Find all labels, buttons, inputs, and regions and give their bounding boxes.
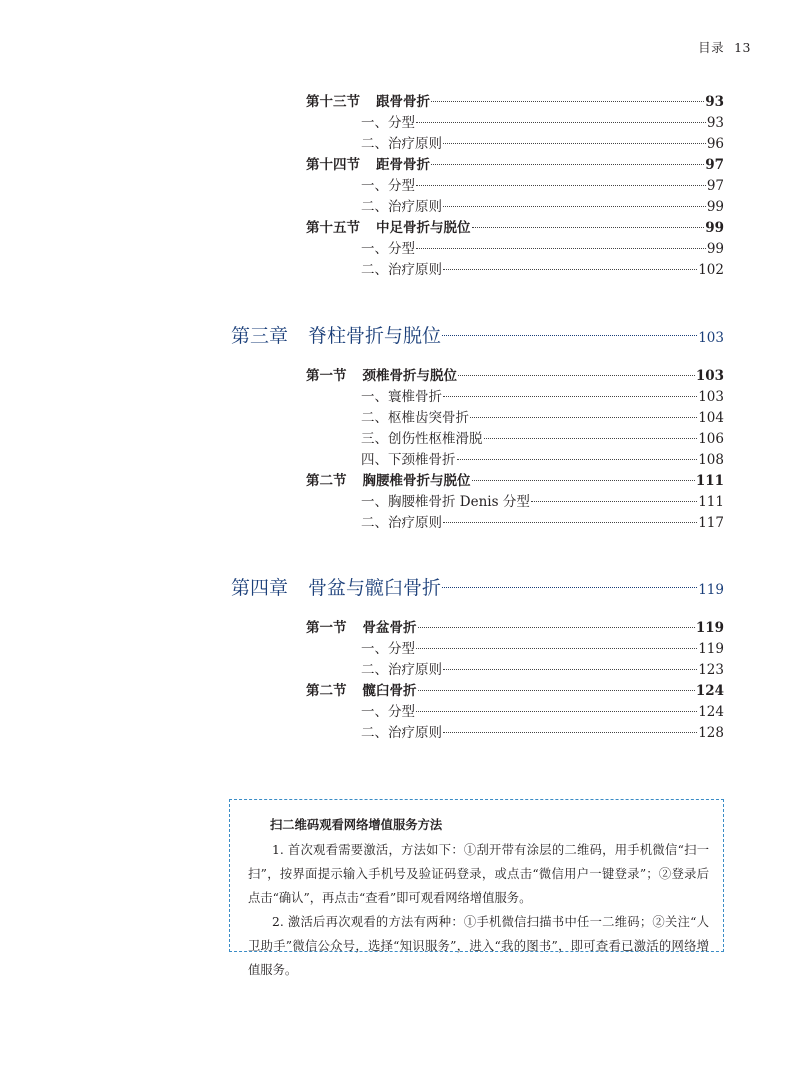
toc-item[interactable] <box>361 387 724 408</box>
header-page-number: 13 <box>734 40 751 55</box>
section-number: 第一节 <box>306 368 347 384</box>
dot-leader <box>443 669 697 670</box>
dot-leader <box>431 101 704 102</box>
dot-leader <box>418 690 695 691</box>
toc-section[interactable] <box>306 366 724 387</box>
toc-section[interactable] <box>306 218 724 239</box>
dot-leader <box>472 480 695 481</box>
section-number: 第十五节 <box>306 220 360 236</box>
toc-item[interactable] <box>361 408 724 429</box>
page-number: 93 <box>705 94 724 110</box>
page-number: 103 <box>695 368 724 384</box>
toc-item[interactable] <box>361 660 724 681</box>
toc-item[interactable] <box>361 113 724 134</box>
toc-item[interactable] <box>361 239 724 260</box>
item-title: 一、寰椎骨折 <box>361 389 442 405</box>
dot-leader <box>443 732 697 733</box>
toc-item[interactable] <box>361 450 724 471</box>
chapter-title: 骨盆与髋臼骨折 <box>308 577 442 599</box>
page-number: 123 <box>698 662 724 678</box>
page-number: 99 <box>706 241 724 257</box>
dot-leader <box>416 711 697 712</box>
page-number: 103 <box>698 389 724 405</box>
page-number: 106 <box>698 431 724 447</box>
section-number: 第十三节 <box>306 94 360 110</box>
section-number: 第二节 <box>306 683 347 699</box>
dot-leader <box>418 627 695 628</box>
dot-leader <box>443 206 706 207</box>
item-title: 二、治疗原则 <box>361 725 442 741</box>
dot-leader <box>442 335 697 336</box>
header-label: 目录 <box>698 40 725 55</box>
section-title: 距骨骨折 <box>376 157 430 173</box>
section-title: 胸腰椎骨折与脱位 <box>362 473 471 489</box>
section-number: 第一节 <box>306 620 347 636</box>
dot-leader <box>443 396 697 397</box>
section-title: 髋臼骨折 <box>362 683 417 699</box>
page-number: 102 <box>698 262 724 278</box>
chapter-number: 第四章 <box>231 577 289 599</box>
item-title: 一、分型 <box>361 704 415 720</box>
section-number: 第二节 <box>306 473 347 489</box>
dot-leader <box>484 438 698 439</box>
page-number: 99 <box>706 199 724 215</box>
item-title: 四、下颈椎骨折 <box>361 452 456 468</box>
page-number: 99 <box>705 220 724 236</box>
page-number: 124 <box>698 704 724 720</box>
dot-leader <box>443 522 697 523</box>
instruction-paragraph: 1. 首次观看需要激活，方法如下：①刮开带有涂层的二维码，用手机微信“扫一扫”，按界面提示输入手机号及验证码登录，或点击“微信用户一键登录”；②登录后点击“确认”，再点击“查看”即可观看网络增值服务。 <box>248 843 709 905</box>
page-number: 97 <box>705 157 724 173</box>
toc-chapter[interactable] <box>231 321 724 351</box>
dot-leader <box>416 248 706 249</box>
page-number: 111 <box>695 473 724 489</box>
instruction-paragraph: 2. 激活后再次观看的方法有两种：①手机微信扫描书中任一二维码；②关注“人卫助手”微信公众号，选择“知识服务”，进入“我的图书”，即可查看已激活的网络增值服务。 <box>248 915 709 977</box>
dot-leader <box>416 122 706 123</box>
dot-leader <box>416 648 697 649</box>
page-number: 119 <box>698 641 724 657</box>
item-title: 二、治疗原则 <box>361 662 442 678</box>
section-title: 中足骨折与脱位 <box>376 220 471 236</box>
page-number: 93 <box>706 115 724 131</box>
dot-leader <box>458 375 695 376</box>
dot-leader <box>443 269 697 270</box>
dot-leader <box>472 227 705 228</box>
page-number: 117 <box>698 515 724 531</box>
toc-item[interactable] <box>361 639 724 660</box>
page-number: 96 <box>706 136 724 152</box>
item-title: 三、创伤性枢椎滑脱 <box>361 431 483 447</box>
toc-section[interactable] <box>306 471 724 492</box>
toc-item[interactable] <box>361 197 724 218</box>
item-title: 二、治疗原则 <box>361 136 442 152</box>
toc-item[interactable] <box>361 723 724 744</box>
item-title: 一、分型 <box>361 241 415 257</box>
toc-section[interactable] <box>306 618 724 639</box>
chapter-number: 第三章 <box>231 325 289 347</box>
page-number: 119 <box>695 620 724 636</box>
toc-item[interactable] <box>361 260 724 281</box>
dot-leader <box>443 143 706 144</box>
section-title: 颈椎骨折与脱位 <box>362 368 457 384</box>
section-number: 第十四节 <box>306 157 360 173</box>
page-number: 111 <box>698 494 724 510</box>
page-number: 119 <box>698 582 724 598</box>
toc-item[interactable] <box>361 176 724 197</box>
page-number: 104 <box>698 410 724 426</box>
toc-item[interactable] <box>361 134 724 155</box>
section-title: 骨盆骨折 <box>362 620 417 636</box>
toc-item[interactable] <box>361 492 724 513</box>
dot-leader <box>531 501 697 502</box>
dot-leader <box>431 164 704 165</box>
toc-item[interactable] <box>361 513 724 534</box>
page-number: 103 <box>698 330 724 346</box>
box-title: 扫二维码观看网络增值服务方法 <box>270 817 443 832</box>
toc-section[interactable] <box>306 92 724 113</box>
toc-section[interactable] <box>306 155 724 176</box>
item-title: 二、枢椎齿突骨折 <box>361 410 469 426</box>
item-title: 一、分型 <box>361 115 415 131</box>
item-title: 二、治疗原则 <box>361 199 442 215</box>
toc-item[interactable] <box>361 429 724 450</box>
item-title: 二、治疗原则 <box>361 515 442 531</box>
dot-leader <box>416 185 706 186</box>
toc-section[interactable] <box>306 681 724 702</box>
item-title: 一、分型 <box>361 641 415 657</box>
qr-instructions-box <box>229 799 724 977</box>
page-number: 97 <box>706 178 724 194</box>
page-number: 128 <box>698 725 724 741</box>
page-number: 108 <box>698 452 724 468</box>
page-number: 124 <box>695 683 724 699</box>
item-title: 一、分型 <box>361 178 415 194</box>
toc-item[interactable] <box>361 702 724 723</box>
dot-leader <box>442 587 697 588</box>
toc-chapter[interactable] <box>231 573 724 603</box>
chapter-title: 脊柱骨折与脱位 <box>308 325 442 347</box>
section-title: 跟骨骨折 <box>376 94 430 110</box>
dot-leader <box>457 459 698 460</box>
item-title: 二、治疗原则 <box>361 262 442 278</box>
running-header <box>698 38 751 56</box>
item-title: 一、胸腰椎骨折 Denis 分型 <box>361 494 530 510</box>
dot-leader <box>470 417 697 418</box>
